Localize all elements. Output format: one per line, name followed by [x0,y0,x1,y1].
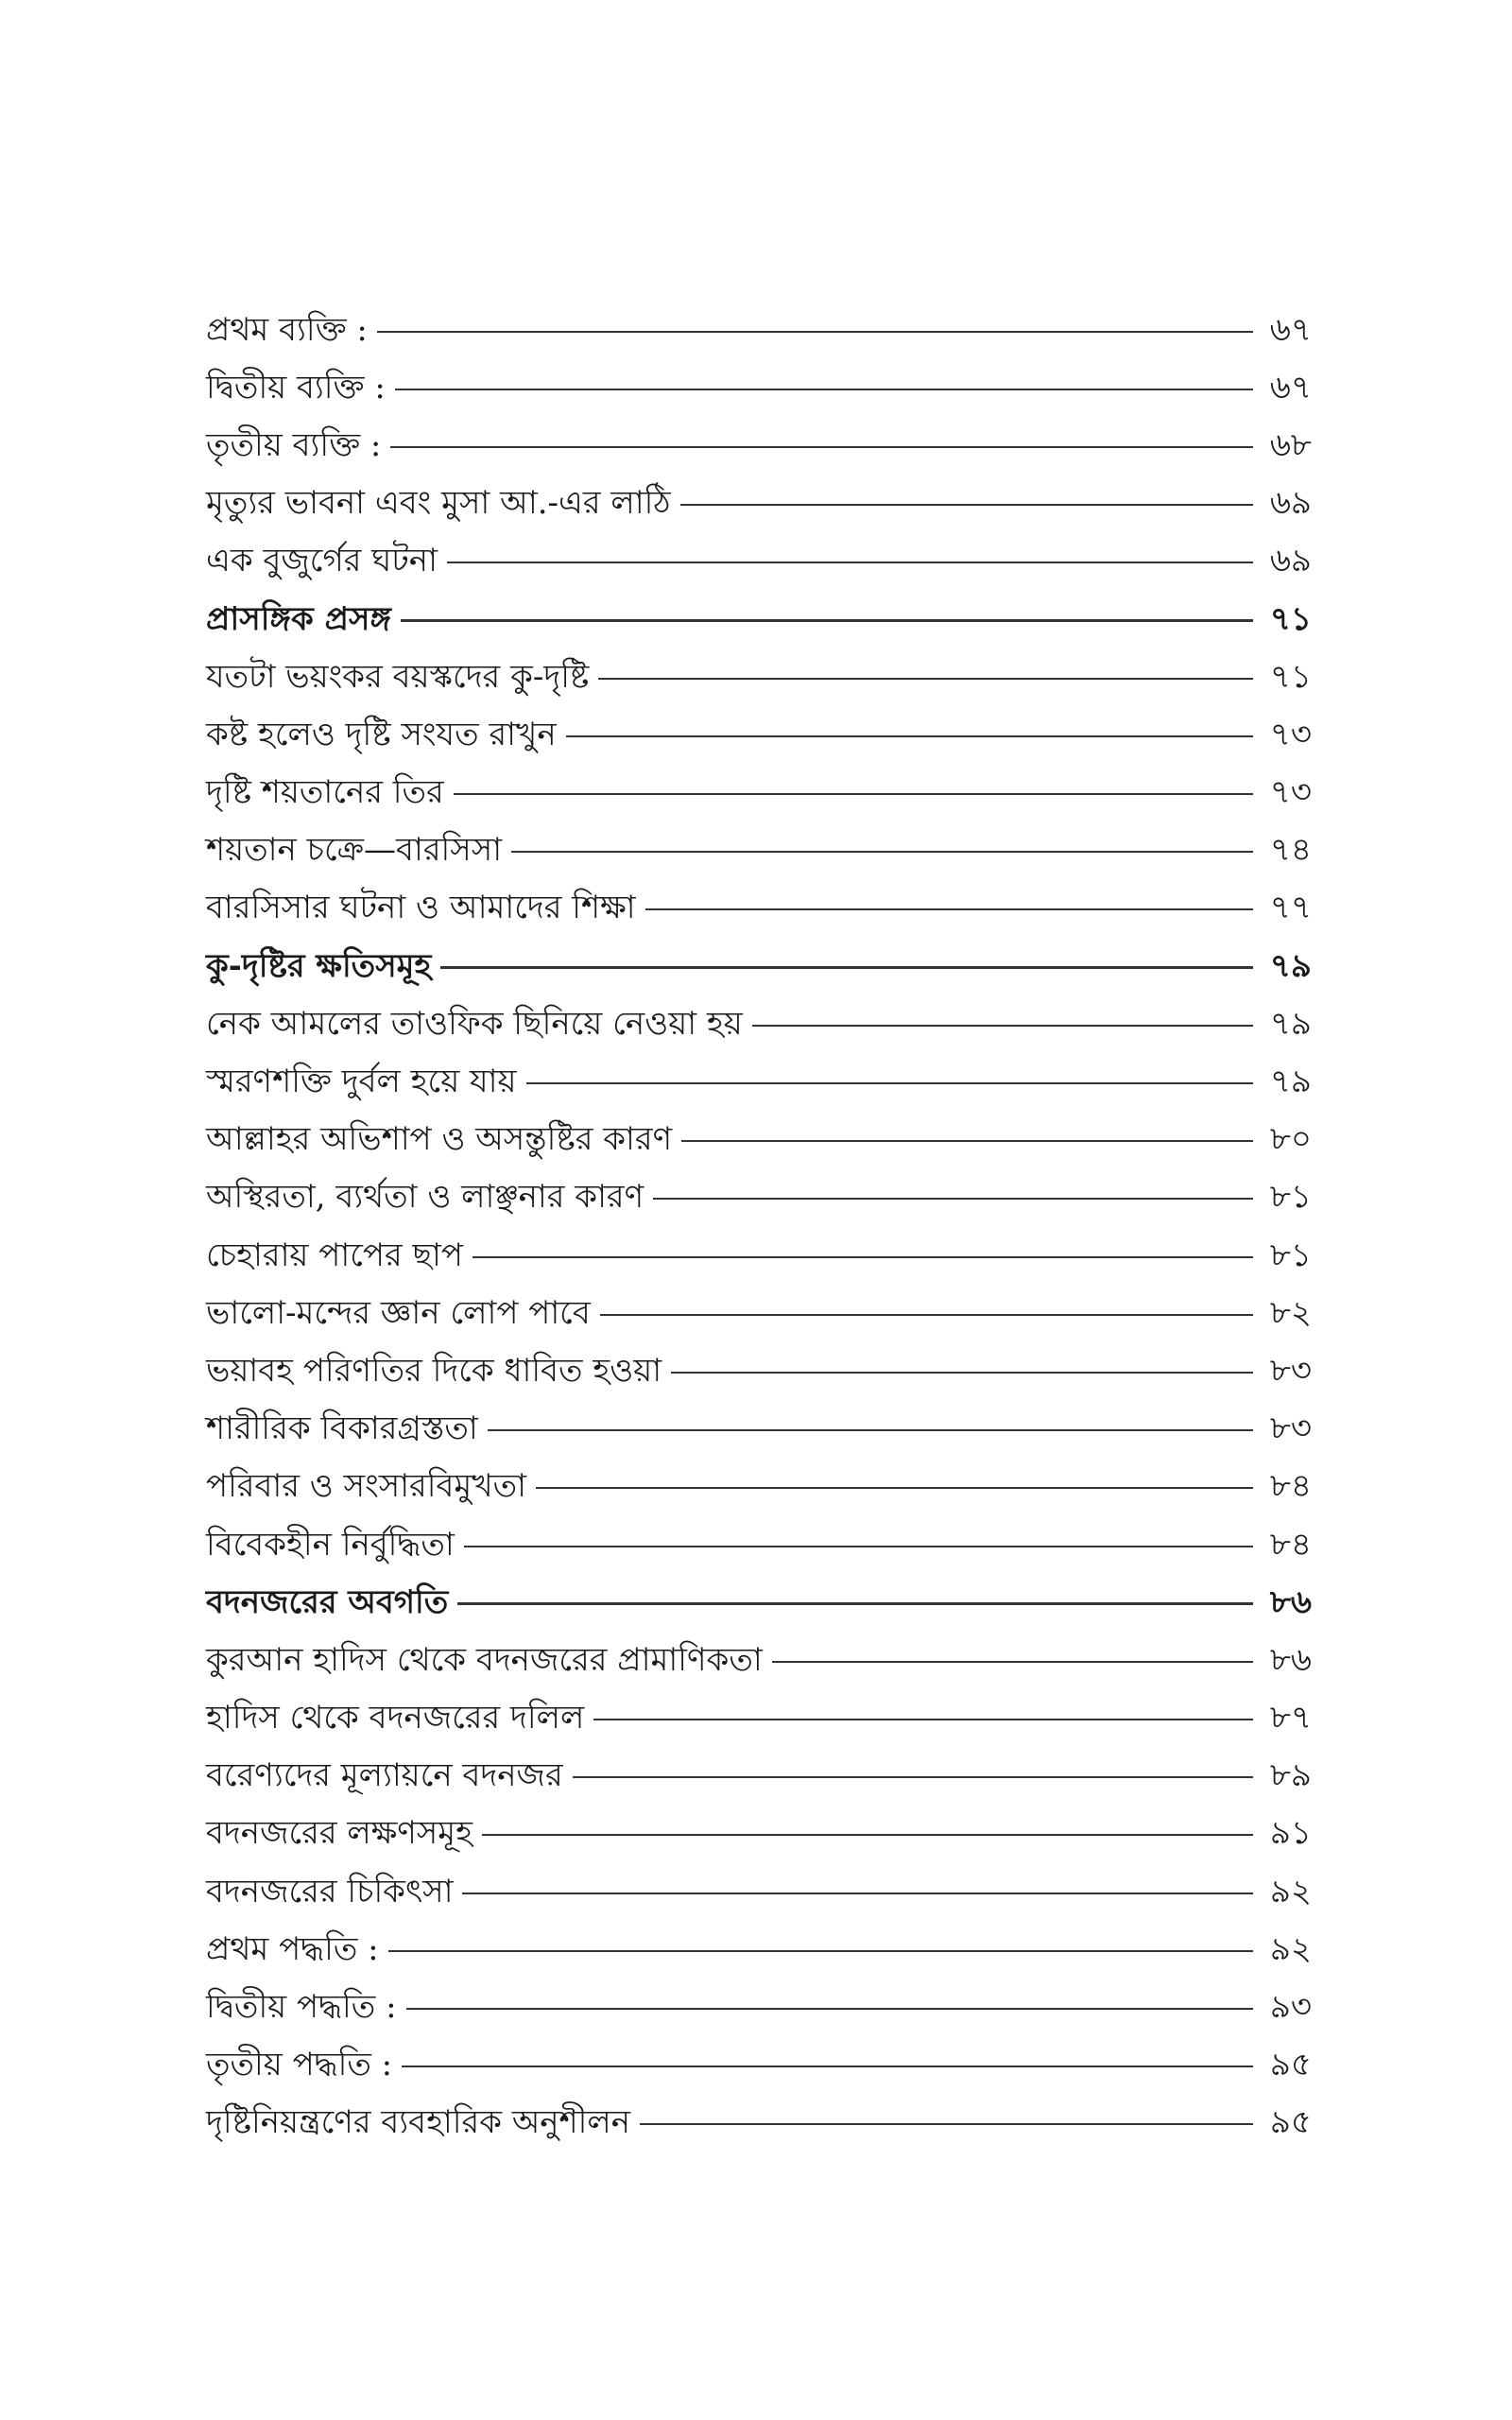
toc-leader-line [401,619,1253,622]
toc-leader-line [388,1950,1253,1952]
toc-leader-line [566,735,1253,737]
toc-leader-line [447,562,1253,563]
toc-entry-page: ৮৬ [1269,1582,1312,1621]
toc-entry-title: আল্লাহর অভিশাপ ও অসন্তুষ্টির কারণ [206,1120,673,1159]
toc-entry [206,1111,1312,1168]
toc-entry-page: ৯৩ [1269,1988,1312,2027]
toc-section-heading [206,937,1312,994]
toc-entry-title: প্রাসঙ্গিক প্রসঙ্গ [206,599,391,638]
toc-entry-title: কুরআন হাদিস থেকে বদনজরের প্রামাণিকতা [206,1640,763,1679]
toc-entry [206,1747,1312,1805]
toc-entry [206,1515,1312,1573]
toc-entry-title: প্রথম ব্যক্তি : [206,310,368,349]
toc-entry-page: ৬৭ [1269,310,1312,349]
toc-entry-title: ভয়াবহ পরিণতির দিকে ধাবিত হওয়া [206,1351,662,1390]
toc-entry-title: দৃষ্টিনিয়ন্ত্রণের ব্যবহারিক অনুশীলন [206,2103,631,2142]
toc-entry [206,1920,1312,1978]
toc-leader-line [600,1314,1253,1316]
toc-entry [206,1805,1312,1862]
toc-entry [206,1284,1312,1341]
toc-entry-page: ৬৯ [1269,484,1312,523]
toc-leader-line [593,1719,1253,1720]
toc-entry [206,705,1312,763]
toc-entry [206,821,1312,879]
toc-leader-line [598,678,1253,680]
toc-entry-page: ৭৭ [1269,889,1312,927]
toc-leader-line [526,1082,1253,1084]
toc-section-heading [206,590,1312,648]
toc-entry-title: দ্বিতীয় ব্যক্তি : [206,368,386,406]
toc-entry-title: শয়তান চক্রে—বারসিসা [206,831,503,870]
toc-section-heading [206,1573,1312,1631]
toc-entry-title: কু-দৃষ্টির ক্ষতিসমূহ [206,946,432,985]
toc-entry-page: ৭৯ [1269,946,1312,985]
toc-entry [206,1862,1312,1920]
toc-leader-line [406,2008,1253,2010]
toc-entry [206,1689,1312,1747]
toc-entry [206,2036,1312,2094]
toc-entry-page: ৮৩ [1269,1351,1312,1390]
toc-entry-title: বদনজরের চিকিৎসা [206,1872,454,1910]
toc-entry-page: ৭৩ [1269,773,1312,812]
toc-leader-line [488,1429,1253,1431]
toc-leader-line [454,793,1253,795]
toc-leader-line [395,389,1253,390]
toc-entry-page: ৭৪ [1269,831,1312,870]
toc-leader-line [462,1893,1253,1894]
toc-entry-page: ৬৮ [1269,425,1312,464]
toc-entry-page: ৭৯ [1269,1063,1312,1101]
toc-entry-page: ৮৭ [1269,1699,1312,1737]
toc-entry [206,416,1312,474]
toc-entry-title: বিবেকহীন নির্বুদ্ধিতা [206,1525,455,1564]
toc-entry-page: ৬৯ [1269,542,1312,580]
toc-entry-page: ৯৫ [1269,2046,1312,2084]
toc-entry-title: ভালো-মন্দের জ্ঞান লোপ পাবে [206,1293,591,1332]
toc-entry-title: প্রথম পদ্ধতি : [206,1929,379,1968]
toc-entry-title: তৃতীয় পদ্ধতি : [206,2046,393,2084]
toc-leader-line [573,1776,1253,1778]
toc-leader-line [772,1661,1253,1663]
toc-entry-title: বারসিসার ঘটনা ও আমাদের শিক্ষা [206,889,636,927]
toc-leader-line [681,1140,1253,1142]
toc-entry [206,879,1312,937]
toc-entry-title: বদনজরের অবগতি [206,1582,449,1621]
toc-entry-title: বদনজরের লক্ষণসমূহ [206,1814,473,1853]
toc-entry [206,532,1312,590]
toc-entry [206,1226,1312,1284]
toc-entry-page: ৯২ [1269,1872,1312,1910]
toc-leader-line [472,1256,1253,1258]
toc-leader-line [752,1025,1253,1027]
toc-entry-page: ৮০ [1269,1120,1312,1159]
toc-leader-line [402,2066,1253,2067]
toc-entry [206,1052,1312,1110]
toc-entry [206,994,1312,1052]
toc-entry [206,301,1312,358]
toc-entry-page: ৮৬ [1269,1640,1312,1679]
toc-entry [206,648,1312,705]
toc-leader-line [511,851,1253,853]
toc-entry [206,1341,1312,1399]
toc-entry-title: দৃষ্টি শয়তানের তির [206,773,444,812]
toc-entry [206,1168,1312,1226]
toc-leader-line [653,1198,1253,1200]
toc-entry [206,1631,1312,1688]
toc-leader-line [536,1487,1253,1489]
toc-entry-title: তৃতীয় ব্যক্তি : [206,425,382,464]
toc-entry [206,475,1312,532]
toc-entry-title: শারীরিক বিকারগ্রস্ততা [206,1409,478,1448]
toc-leader-line [671,1372,1253,1374]
toc-entry-title: মৃত্যুর ভাবনা এবং মুসা আ.-এর লাঠি [206,484,671,523]
toc-entry-title: বরেণ্যদের মূল্যায়নে বদনজর [206,1756,563,1795]
toc-leader-line [390,446,1253,448]
toc-entry-title: পরিবার ও সংসারবিমুখতা [206,1467,526,1506]
toc-entry [206,1400,1312,1458]
toc-entry-page: ৮২ [1269,1293,1312,1332]
toc-entry-page: ৭৯ [1269,1004,1312,1043]
table-of-contents [206,301,1312,2152]
toc-entry-title: অস্থিরতা, ব্যর্থতা ও লাঞ্ছনার কারণ [206,1178,644,1217]
toc-entry-page: ৭১ [1269,657,1312,696]
toc-leader-line [645,908,1253,910]
toc-entry-title: যতটা ভয়ংকর বয়স্কদের কু-দৃষ্টি [206,657,590,696]
toc-entry [206,358,1312,416]
toc-entry-page: ৮৪ [1269,1467,1312,1506]
toc-entry-title: নেক আমলের তাওফিক ছিনিয়ে নেওয়া হয় [206,1004,743,1043]
toc-entry-page: ৭৩ [1269,715,1312,753]
toc-entry [206,1978,1312,2035]
toc-leader-line [457,1602,1253,1605]
toc-entry-page: ৮১ [1269,1236,1312,1274]
toc-entry-title: এক বুজুর্গের ঘটনা [206,542,438,580]
toc-leader-line [482,1834,1253,1836]
toc-entry-page: ৯১ [1269,1814,1312,1853]
toc-leader-line [464,1546,1253,1547]
toc-entry-page: ৭১ [1269,599,1312,638]
toc-entry-title: চেহারায় পাপের ছাপ [206,1236,463,1274]
toc-leader-line [640,2123,1253,2125]
toc-leader-line [440,966,1253,969]
toc-entry-title: হাদিস থেকে বদনজরের দলিল [206,1699,585,1737]
toc-entry-page: ৯২ [1269,1929,1312,1968]
toc-entry-page: ৮১ [1269,1178,1312,1217]
toc-leader-line [377,331,1253,333]
toc-entry-page: ৮৩ [1269,1409,1312,1448]
toc-entry [206,1458,1312,1515]
toc-leader-line [680,504,1254,506]
toc-entry-page: ৮৪ [1269,1525,1312,1564]
toc-entry-title: কষ্ট হলেও দৃষ্টি সংযত রাখুন [206,715,557,753]
toc-entry-page: ৯৫ [1269,2103,1312,2142]
toc-entry-page: ৬৭ [1269,368,1312,406]
toc-entry-title: স্মরণশক্তি দুর্বল হয়ে যায় [206,1063,517,1101]
toc-entry-title: দ্বিতীয় পদ্ধতি : [206,1988,397,2027]
toc-entry [206,764,1312,821]
toc-entry-page: ৮৯ [1269,1756,1312,1795]
toc-entry [206,2094,1312,2152]
